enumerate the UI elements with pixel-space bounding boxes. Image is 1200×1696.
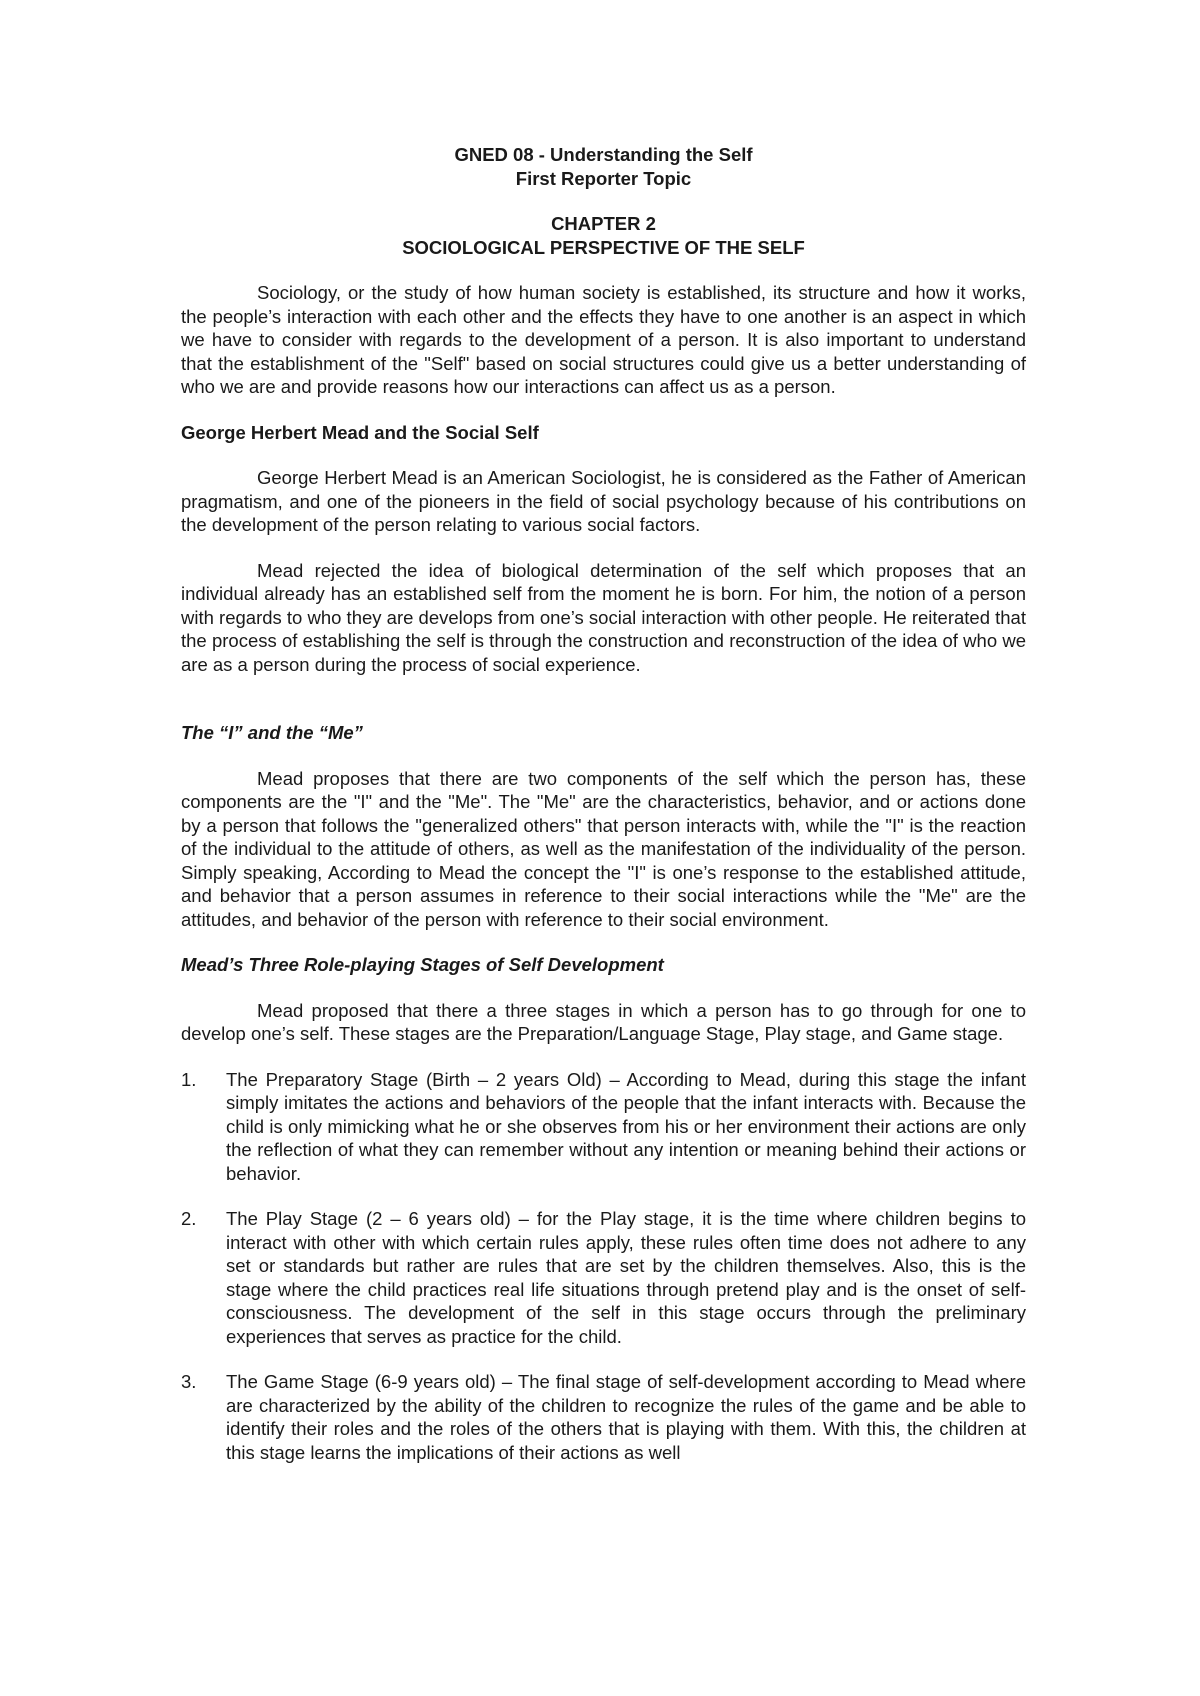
section-heading-social-self: George Herbert Mead and the Social Self <box>181 421 539 443</box>
list-number: 3. <box>181 1371 197 1392</box>
document-page <box>181 143 1026 1486</box>
stages-intro-paragraph: Mead proposed that there a three stages in which a person has to go through for one to develop one’s self. These stages are the Preparation/Language Stage, Play stage, and Game stage. <box>181 999 1026 1044</box>
list-number: 1. <box>181 1068 197 1090</box>
stages-list <box>181 1068 1026 1465</box>
i-and-me-paragraph: Mead proposes that there are two components of the self which the person has, these components are the "I" and the "Me". The "Me" are the characteristics, behavior, and or actions done by a person that follows the "generalized others" that person interacts with, while the "I" is the reaction of the individual to the attitude of others, as well as the manifestation of the individuality of the person. Simply speaking, According to Mead the concept the "I" is one’s response to the established attitude, and behavior that a person assumes in reference to their social interactions while the "Me" are the attitudes, and behavior of the person with reference to their social environment. <box>181 767 1026 930</box>
spacer <box>181 190 1026 212</box>
list-number: 2. <box>181 1208 197 1229</box>
intro-paragraph: Sociology, or the study of how human society is established, its structure and how it works, the people’s interaction with each other and the effects they have to one another is an aspect in which we have to consider with regards to the development of a person. It is also important to understand that the establishment of the "Self" based on social structures could give us a better understanding of who we are and provide reasons how our interactions can affect us as a person. <box>181 282 1026 397</box>
mead-bio-paragraph: George Herbert Mead is an American Sociologist, he is considered as the Father of American pragmatism, and one of the pioneers in the field of social psychology because of his contributions on the development of the person relating to various social factors. <box>181 467 1026 535</box>
chapter-title: SOCIOLOGICAL PERSPECTIVE OF THE SELF <box>402 236 805 258</box>
list-item-text: The Game Stage (6-9 years old) – The final stage of self-development according to Mead where are characterized by the ability of the children to recognize the rules of the game and be able to identify their roles and the roles of the others that is playing with them. With this, the children at this stage learns the implications of their actions as well <box>226 1371 1026 1463</box>
list-item <box>181 1370 1026 1464</box>
chapter-number: CHAPTER 2 <box>551 213 656 234</box>
list-item <box>181 1068 1026 1186</box>
section-heading-i-and-me: The “I” and the “Me” <box>181 722 363 743</box>
document-subtitle: First Reporter Topic <box>515 167 692 189</box>
list-item-text: The Preparatory Stage (Birth – 2 years Old) – According to Mead, during this stage the infant simply imitates the actions and behaviors of the people that the infant interacts with. Because the child is only mimicking what he or she observes from his or her environment their actions are only the reflection of what they can remember without any intention or meaning behind their actions or behavior. <box>226 1068 1026 1184</box>
list-item-text: The Play Stage (2 – 6 years old) – for the Play stage, it is the time where children begins to interact with other with which certain rules apply, these rules often time does not adhere to any set or standards but rather are rules that are set by the children themselves. Also, this is the stage where the child practices real life situations through pretend play and is the onset of self- consciousness. The development of the self in this stage occurs through the preliminary experiences that serves as practice for the child. <box>226 1208 1026 1347</box>
section-heading-three-stages: Mead’s Three Role-playing Stages of Self Development <box>181 954 664 975</box>
list-item <box>181 1207 1026 1348</box>
course-title: GNED 08 - Understanding the Self <box>454 144 753 165</box>
spacer <box>181 698 1026 721</box>
mead-rejection-paragraph: Mead rejected the idea of biological determination of the self which proposes that an individual already has an established self from the moment he is born. For him, the notion of a person with regards to who they are develops from one’s social interaction with other people. He reiterated that the process of establishing the self is through the construction and reconstruction of the idea of who we are as a person during the process of social experience. <box>181 559 1026 675</box>
spacer <box>181 259 1026 281</box>
